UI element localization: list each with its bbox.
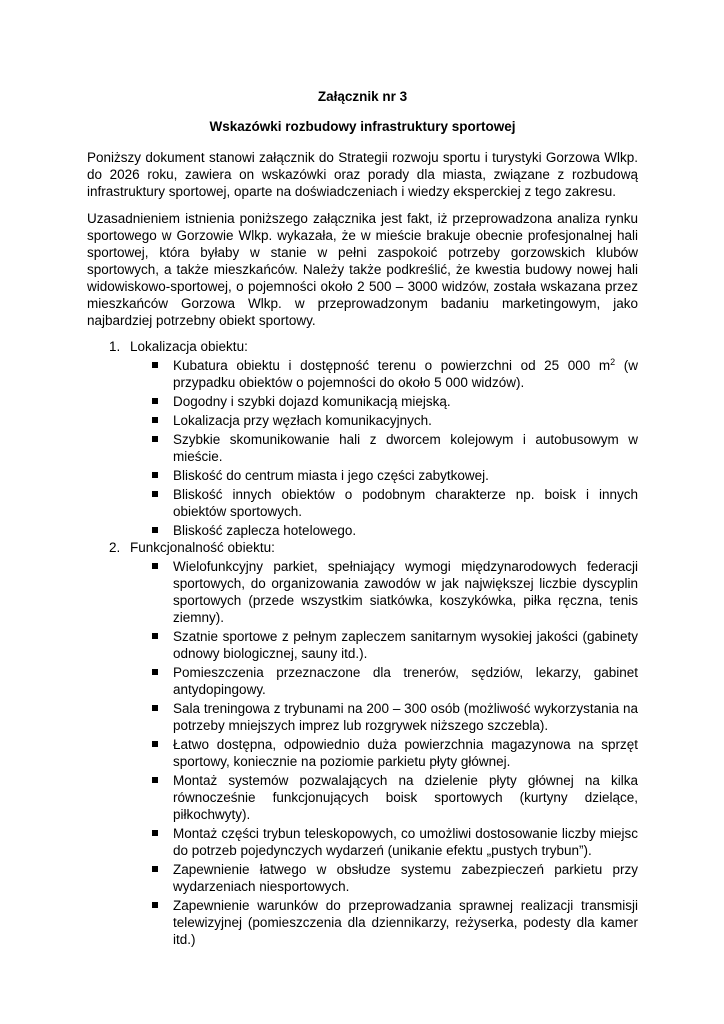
section-heading: Lokalizacja obiektu: (130, 339, 248, 354)
square-bullet-icon (152, 362, 158, 368)
sections-list (87, 338, 638, 948)
document-title: Załącznik nr 3 (317, 89, 408, 104)
list-item: Bliskość do centrum miasta i jego części zabytkowej. (173, 467, 638, 484)
list-item: Montaż części trybun teleskopowych, co umożliwi dostosowanie liczby miejsc do potrzeb pojedynczych wydarzeń (unikanie efektu „pustych trybun”). (173, 825, 638, 859)
section-location (87, 338, 638, 539)
section-heading: Funkcjonalność obiektu: (130, 540, 275, 555)
list-item: Pomieszczenia przeznaczone dla trenerów, sędziów, lekarzy, gabinet antydopingowy. (173, 664, 638, 698)
square-bullet-icon (152, 830, 158, 836)
list-item: Wielofunkcyjny parkiet, spełniający wymogi międzynarodowych federacji sportowych, do organizowania zawodów w jak największej liczbie dyscyplin sportowych (przede wszystkim siatkówka, koszykówka, piłka ręczna, tenis ziemny). (173, 558, 638, 626)
list-item: Lokalizacja przy węzłach komunikacyjnych. (173, 412, 638, 429)
square-bullet-icon (152, 902, 158, 908)
section-number: 1. (109, 339, 121, 354)
list-item: Zapewnienie łatwego w obsłudze systemu zabezpieczeń parkietu przy wydarzeniach niesportowych. (173, 861, 638, 895)
list-item: Sala treningowa z trybunami na 200 – 300 osób (możliwość wykorzystania na potrzeby mniejszych imprez lub rozgrywek niższego szczebla). (173, 700, 638, 734)
bullet-list (130, 558, 638, 948)
list-item: Kubatura obiektu i dostępność terenu o powierzchni od 25 000 $m^2$ (w przypadku obiektów o pojemności do około 5 000 widzów). (173, 357, 638, 391)
list-item: Zapewnienie warunków do przeprowadzania sprawnej realizacji transmisji telewizyjnej (pomieszczenia dla dziennikarzy, reżyserka, podesty dla kamer itd.) (173, 897, 638, 948)
list-item: Szybkie skomunikowanie hali z dworcem kolejowym i autobusowym w mieście. (173, 431, 638, 465)
square-bullet-icon (152, 527, 158, 533)
document-subtitle: Wskazówki rozbudowy infrastruktury sportowej (209, 119, 516, 134)
list-item: Szatnie sportowe z pełnym zapleczem sanitarnym wysokiej jakości (gabinety odnowy biologicznej, sauny itd.). (173, 628, 638, 662)
section-functionality (87, 539, 638, 948)
square-bullet-icon (152, 777, 158, 783)
square-bullet-icon (152, 491, 158, 497)
bullet-list (130, 357, 638, 539)
square-bullet-icon (152, 398, 158, 404)
list-item: Dogodny i szybki dojazd komunikacją miejską. (173, 393, 638, 410)
list-item: Bliskość zaplecza hotelowego. (173, 522, 638, 539)
square-bullet-icon (152, 633, 158, 639)
square-bullet-icon (152, 669, 158, 675)
square-bullet-icon (152, 866, 158, 872)
document-content (87, 88, 638, 948)
square-bullet-icon (152, 705, 158, 711)
list-item: Bliskość innych obiektów o podobnym charakterze np. boisk i innych obiektów sportowych. (173, 486, 638, 520)
list-item: Montaż systemów pozwalających na dzielenie płyty głównej na kilka równocześnie funkcjonujących boisk sportowych (kurtyny dzielące, piłkochwyty). (173, 772, 638, 823)
intro-paragraph: Poniższy dokument stanowi załącznik do Strategii rozwoju sportu i turystyki Gorzowa Wlkp. do 2026 roku, zawiera on wskazówki oraz porady dla miasta, związane z rozbudową infrastruktury sportowej, oparte na doświadczeniach i wiedzy eksperckiej z tego zakresu. (87, 150, 638, 199)
section-number: 2. (109, 540, 121, 555)
list-item: Łatwo dostępna, odpowiednio duża powierzchnia magazynowa na sprzęt sportowy, koniecznie na poziomie parkietu płyty głównej. (173, 736, 638, 770)
square-bullet-icon (152, 436, 158, 442)
square-bullet-icon (152, 417, 158, 423)
justification-paragraph: Uzasadnieniem istnienia poniższego załącznika jest fakt, iż przeprowadzona analiza rynku sportowego w Gorzowie Wlkp. wykazała, że w mieście brakuje obecnie profesjonalnej hali sportowej, która byłaby w stanie w pełni zaspokoić potrzeby gorzowskich klubów sportowych, a także mieszkańców. Należy także podkreślić, że kwestia budowy nowej hali widowiskowo-sportowej, o pojemności około 2 500 – 3000 widzów, została wskazana przez mieszkańców Gorzowa Wlkp. w przeprowadzonym badaniu marketingowym, jako najbardziej potrzebny obiekt sportowy. (87, 211, 638, 328)
square-bullet-icon (152, 741, 158, 747)
square-bullet-icon (152, 563, 158, 569)
square-bullet-icon (152, 472, 158, 478)
